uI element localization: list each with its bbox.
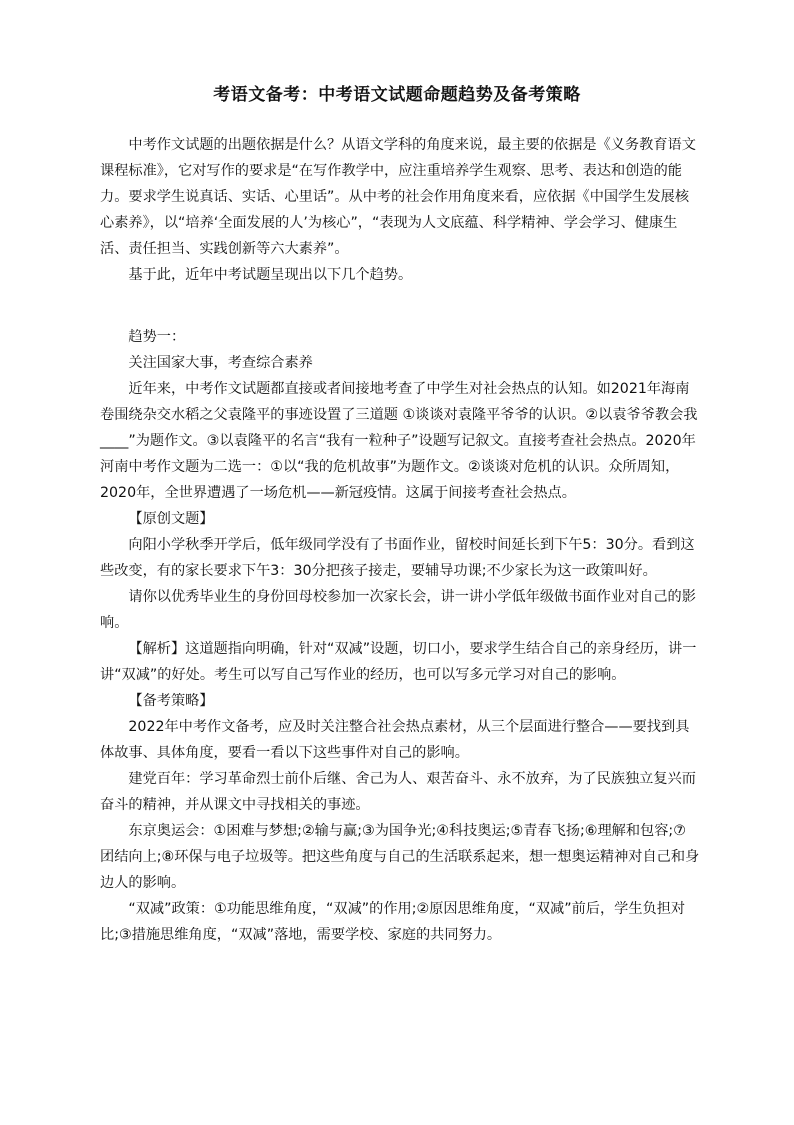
document-body [100,132,700,948]
tokyo-olympics-paragraph: 东京奥运会：①困难与梦想;②输与赢;③为国争光;④科技奥运;⑤青春飞扬;⑥理解和包容;⑦团结向上;⑧环保与电子垃圾等。把这些角度与自己的生活联系起来，想一想奥运精神对自己和身边人的影响。 [100,823,700,891]
intro-paragraph: 中考作文试题的出题依据是什么？从语文学科的角度来说，最主要的依据是《义务教育语文课程标准》，它对写作的要求是“在写作教学中，应注重培养学生观察、思考、表达和创造的能力。要求学生说真话、实话、心里话”。从中考的社会作用角度来看，应依据《中国学生发展核心素养》，以“培养‘全面发展的人’为核心”，“表现为人文底蕴、科学精神、学会学习、健康生活、责任担当、实践创新等六大素养”。 [100,137,696,257]
trend-one-paragraph: 近年来，中考作文试题都直接或者间接地考查了中学生对社会热点的认知。如2021年海南卷围绕杂交水稻之父袁隆平的事迹设置了三道题 ①谈谈对袁隆平爷爷的认识。②以袁爷爷教会我____”为题作文。③以袁隆平的名言“我有一粒种子”设题写记叙文。直接考查社会热点。2020年河南中考作文题为二选一：①以“我的危机故事”为题作文。②谈谈对危机的认识。众所周知，2020年，全世界遭遇了一场危机——新冠疫情。这属于间接考查社会热点。 [100,381,698,501]
party-centenary-paragraph: 建党百年：学习革命烈士前仆后继、舍己为人、艰苦奋斗、永不放弃，为了民族独立复兴而奋斗的精神，并从课文中寻找相关的事迹。 [100,771,696,813]
strategy-heading: 【备考策略】 [128,693,214,709]
original-question-heading: 【原创文题】 [128,511,214,527]
original-question-paragraph: 向阳小学秋季开学后，低年级同学没有了书面作业，留校时间延长到下午5：30分。看到这些改变，有的家长要求下午3：30分把孩子接走，要辅导功课;不少家长为这一政策叫好。 [100,537,695,579]
double-reduction-paragraph: “双减”政策：①功能思维角度，“双减”的作用;②原因思维角度，“双减”前后，学生负担对比;③措施思维角度，“双减”落地，需要学校、家庭的共同努力。 [100,901,686,943]
trend-one-heading: 趋势一： [128,329,186,345]
blank-line [100,288,700,314]
original-question-task: 请你以优秀毕业生的身份回母校参加一次家长会，讲一讲小学低年级做书面作业对自己的影响。 [100,589,696,631]
blank-line [100,314,700,324]
trend-one-subheading: 关注国家大事，考查综合素养 [128,355,313,371]
document-title: 考语文备考：中考语文试题命题趋势及备考策略 [213,85,581,105]
analysis-paragraph: 【解析】这道题指向明确，针对“双减”设题，切口小，要求学生结合自己的亲身经历，讲一讲“双减”的好处。考生可以写自己写作业的经历，也可以写多元学习对自己的影响。 [100,641,697,683]
strategy-paragraph: 2022年中考作文备考，应及时关注整合社会热点素材，从三个层面进行整合——要找到具体故事、具体角度，要看一看以下这些事件对自己的影响。 [100,719,690,761]
trend-summary-paragraph: 基于此，近年中考试题呈现出以下几个趋势。 [128,267,413,283]
